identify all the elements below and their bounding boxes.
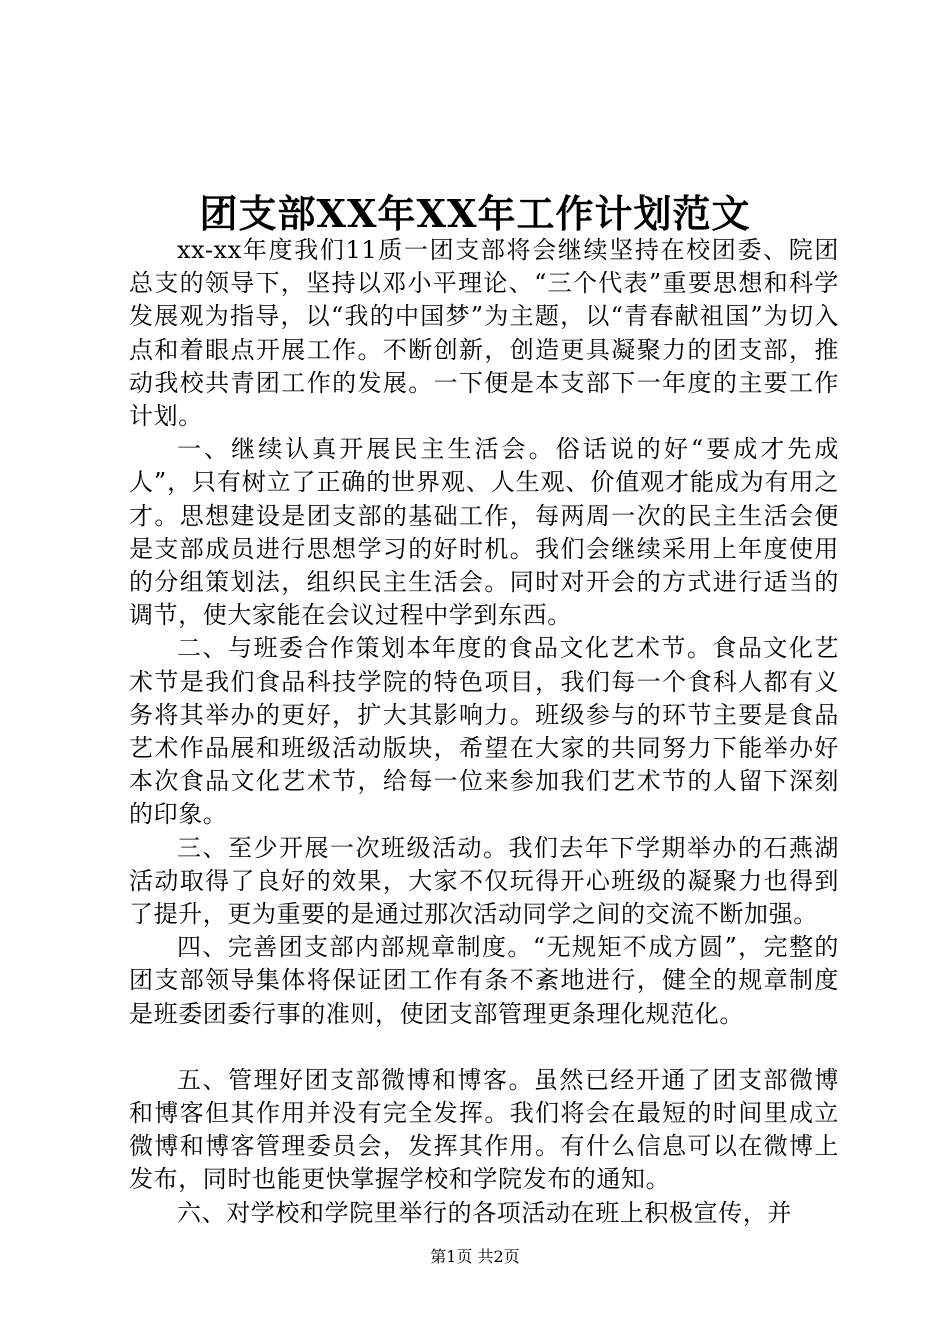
paragraph-intro: xx-xx年度我们11质一团支部将会继续坚持在校团委、院团总支的领导下，坚持以邓小平理论、“三个代表”重要思想和科学发展观为指导，以“我的中国梦”为主题，以“青春献祖国”为切入点和着眼点开展工作。不断创新，创造更具凝聚力的团支部，推动我校共青团工作的发展。一下便是本支部下一年度的主要工作计划。 [129, 236, 839, 431]
paragraph-item-6: 六、对学校和学院里举行的各项活动在班上积极宣传，并 [177, 1198, 792, 1227]
document-title: 团支部XX年XX年工作计划范文 [199, 191, 751, 236]
paragraph-item-1: 一、继续认真开展民主生活会。俗话说的好“要成才先成人”，只有树立了正确的世界观、人生观、价值观才能成为有用之才。思想建设是团支部的基础工作，每两周一次的民主生活会便是支部成员进行思想学习的好时机。我们会继续采用上年度使用的分组策划法，组织民主生活会。同时对开会的方式进行适当的调节，使大家能在会议过程中学到东西。 [129, 435, 839, 630]
paragraph-item-4: 四、完善团支部内部规章制度。“无规矩不成方圆”，完整的团支部领导集体将保证团工作有条不紊地进行，健全的规章制度是班委团委行事的准则，使团支部管理更条理化规范化。 [129, 933, 839, 1028]
document-body [129, 234, 839, 1230]
paragraph-item-2: 二、与班委合作策划本年度的食品文化艺术节。食品文化艺术节是我们食品科技学院的特色项目，我们每一个食科人都有义务将其举办的更好，扩大其影响力。班级参与的环节主要是食品艺术作品展和班级活动版块，希望在大家的共同努力下能举办好本次食品文化艺术节，给每一位来参加我们艺术节的人留下深刻的印象。 [129, 634, 839, 829]
page-footer: 第1页 共2页 [430, 1247, 520, 1266]
paragraph-item-3: 三、至少开展一次班级活动。我们去年下学期举办的石燕湖活动取得了良好的效果，大家不仅玩得开心班级的凝聚力也得到了提升，更为重要的是通过那次活动同学之间的交流不断加强。 [129, 833, 839, 929]
paragraph-item-5: 五、管理好团支部微博和博客。虽然已经开通了团支部微博和博客但其作用并没有完全发挥。我们将会在最短的时间里成立微博和博客管理委员会，发挥其作用。有什么信息可以在微博上发布，同时也能更快掌握学校和学院发布的通知。 [129, 1065, 839, 1194]
